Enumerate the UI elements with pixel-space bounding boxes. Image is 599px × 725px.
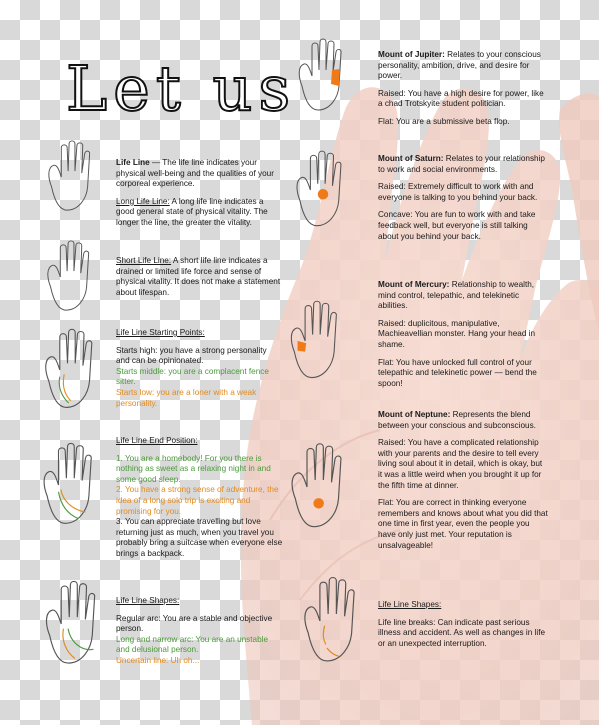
hand-outline-icon [290, 148, 356, 232]
starting-points-heading: Life Line Starting Points: [116, 328, 205, 337]
short-life-line-heading: Short Life Line: [116, 256, 172, 265]
hand-outline-icon [40, 325, 106, 415]
life-line-text: — The life line indicates your physical well-being and the qualities of your corporeal experience. [116, 158, 274, 189]
end-position-two: 2. You have a strong sense of adventure, the idea of a long solo trip is exciting and promising for you. [116, 485, 279, 516]
neptune-text: Represents the blend between your conscious and subconscious. [378, 410, 536, 430]
hand-outline-icon [286, 440, 356, 534]
neptune-raised: Raised: You have a complicated relationship with your parents and the desire to tell every living soul about it in detail, which is okay, but it was a little weird when you brought it up for the fifth time at dinner. [378, 438, 543, 490]
jupiter-heading: Mount of Jupiter: [378, 50, 445, 59]
mercury-text: Relationship to wealth, mind control, telepathic, and telekinetic abilities. [378, 280, 535, 311]
starts-low-text: Starts low: you are a loner with a weak personality. [116, 387, 257, 408]
end-position-heading: Life Line End Position: [116, 436, 198, 445]
left-shapes-block [116, 596, 276, 667]
life-line-block [116, 158, 281, 236]
long-narrow-arc-text: Long and narrow arc: You are an unstable and delusional person. [116, 634, 269, 655]
short-life-line-block [116, 256, 281, 305]
saturn-heading: Mount of Saturn: [378, 154, 444, 163]
hand-outline-icon [40, 578, 110, 670]
title-lettering [62, 32, 302, 132]
life-line-heading: Life Line [116, 158, 150, 167]
saturn-block [378, 154, 548, 249]
hand-outline-icon [42, 138, 104, 216]
right-shapes-heading: Life Line Shapes: [378, 600, 442, 609]
starts-middle-text: Starts middle: you are a complacent fence sitter. [116, 366, 269, 387]
long-life-line-heading: Long Life Line: [116, 196, 170, 206]
starting-points-block [116, 328, 281, 409]
hand-outline-icon [36, 440, 108, 530]
neptune-block [378, 410, 548, 558]
mercury-flat: Flat: You have unlocked full control of your telepathic and telekinetic power — bend the spoon! [378, 357, 537, 388]
hand-outline-icon [298, 574, 370, 668]
life-line-breaks-text: Life line breaks: Can indicate past serious illness and accident. As well as changes in life or an unexpected interruption. [378, 617, 546, 648]
end-position-one: 1. You are a homebody! For you there is nothing as sweet as a relaxing night in and some good sleep. [116, 453, 271, 484]
short-life-line-text: A short life line indicates a drained or limited life force and sense of physical vitality. It does not make a statement about lifespan. [116, 256, 281, 297]
jupiter-block [378, 50, 548, 135]
mercury-raised: Raised: duplicitous, manipulative, Machieavellian monster. Hang your head in shame. [378, 318, 536, 349]
right-shapes-block [378, 600, 548, 649]
mercury-block [378, 280, 548, 396]
jupiter-text: Relates to your conscious personality, ambition, drive, and desire for power. [378, 50, 541, 81]
mercury-heading: Mount of Mercury: [378, 280, 450, 289]
starts-high-text: Starts high: you have a strong personality and can be opinionated. [116, 345, 267, 366]
saturn-text: Relates to your relationship to work and social environments. [378, 154, 545, 174]
left-shapes-heading: Life Line Shapes: [116, 596, 180, 605]
title-text: Let us [66, 52, 297, 125]
neptune-flat: Flat: You are correct in thinking everyone remembers and knows about what you did that one time in first year, even the people you have only just met. Your reputation is unsalvageable! [378, 498, 548, 550]
hand-outline-icon [40, 238, 104, 316]
neptune-heading: Mount of Neptune: [378, 410, 451, 419]
end-position-block [116, 436, 286, 560]
saturn-concave: Concave: You are fun to work with and take feedback well, but everyone is still talking about you behind your back. [378, 210, 536, 241]
long-life-line-text: A long life line indicates a good general state of physical vitality. The longer the line, the greater the vitality. [116, 196, 268, 227]
uncertain-line-text: Uncertain line: Uh oh... [116, 655, 200, 665]
hand-outline-icon [292, 36, 356, 116]
saturn-raised: Raised: Extremely difficult to work with and everyone is talking to you behind your back. [378, 182, 538, 202]
jupiter-raised: Raised: You have a high desire for power, like a chad Trotskyite student politician. [378, 88, 544, 109]
jupiter-flat: Flat: You are a submissive beta flop. [378, 116, 510, 126]
regular-arc-text: Regular arc: You are a stable and objective person. [116, 613, 273, 634]
end-position-three: 3. You can appreciate travelling but love returning just as much, when you travel you probably bring a suitcase when everyone else brings a backpack. [116, 517, 283, 558]
hand-outline-icon [284, 298, 352, 384]
